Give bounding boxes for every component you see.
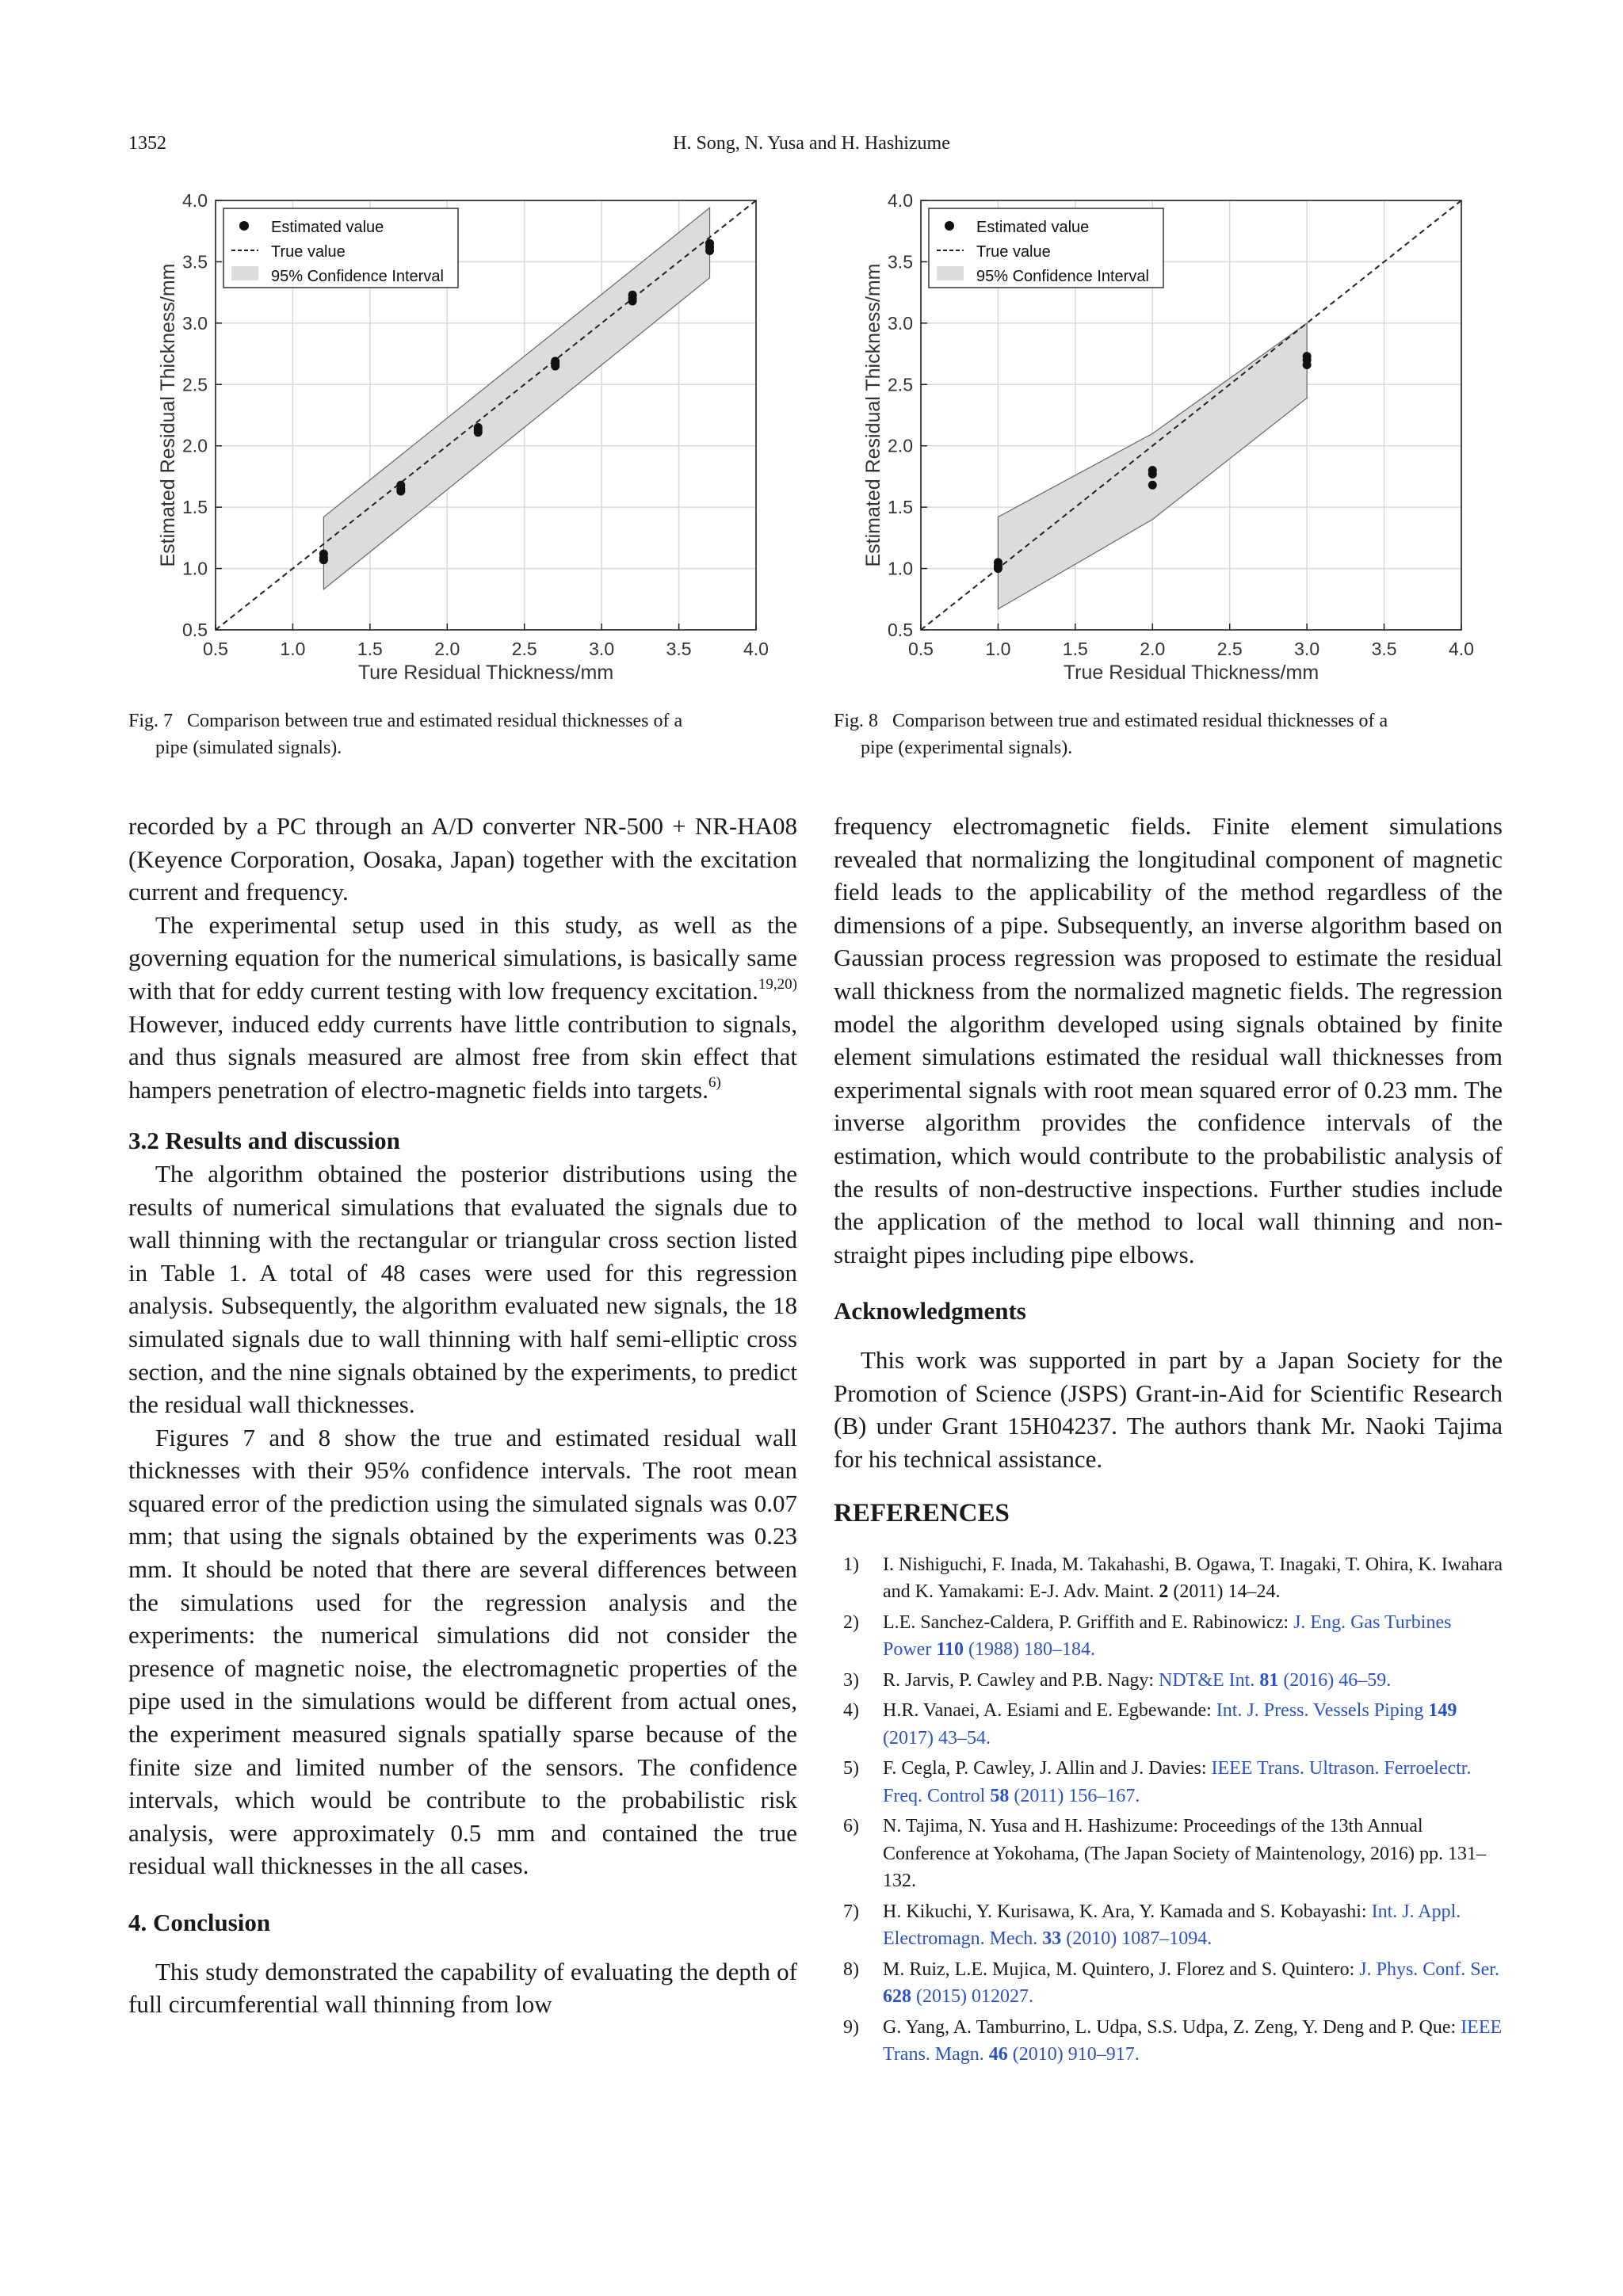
x-tick-label: 3.5: [666, 639, 692, 659]
y-tick-label: 1.5: [182, 497, 208, 518]
y-tick-label: 4.0: [888, 190, 913, 211]
reference-volume: 2: [1159, 1581, 1169, 1603]
figure-7-caption-line1: Comparison between true and estimated residual thicknesses of a: [187, 711, 683, 731]
estimated-point: [1148, 470, 1157, 479]
x-tick-label: 3.0: [589, 639, 615, 659]
y-tick-label: 2.0: [182, 435, 208, 456]
page-number: 1352: [128, 133, 166, 154]
reference-pages: (2010) 910–917.: [1007, 2044, 1140, 2065]
reference-item: [834, 1956, 1503, 2011]
figure-7-chart: [128, 178, 842, 685]
y-tick-label: 0.5: [888, 620, 913, 640]
paragraph: The algorithm obtained the posterior distributions using the results of numerical simulations that evaluated the signals due to wall thinning with the rectangular or triangular cross section listed in Table 1. A total of 48 cases were used for this regression analysis. Subsequently, the algorithm evaluated new signals, the 18 simulated signals due to wall thinning with half semi-elliptic cross section, and the nine signals obtained by the experiments, to predict the residual wall thicknesses.: [128, 1159, 797, 1419]
reference-number: 6): [843, 1816, 859, 1837]
figure-7-caption-label: Fig. 7: [128, 711, 174, 731]
reference-number: 4): [843, 1700, 859, 1722]
x-tick-label: 3.5: [1371, 639, 1397, 659]
y-axis-label: Estimated Residual Thickness/mm: [862, 263, 884, 567]
reference-number: 5): [843, 1758, 859, 1779]
reference-journal: IEEE Trans. Magn.: [883, 2016, 1503, 2065]
figure-7-caption-line2: pipe (simulated signals).: [155, 738, 342, 758]
x-tick-label: 4.0: [743, 639, 769, 659]
y-axis-label: Estimated Residual Thickness/mm: [157, 263, 179, 567]
legend-label: True value: [271, 243, 346, 261]
figure-8-caption-label: Fig. 8: [834, 711, 879, 731]
figure-7: [128, 178, 842, 761]
reference-journal: Int. J. Press. Vessels Piping: [1216, 1700, 1429, 1722]
x-tick-label: 3.0: [1294, 639, 1320, 659]
y-tick-label: 1.5: [888, 497, 913, 518]
legend-label: Estimated value: [976, 219, 1090, 236]
section-heading-acknowledgments: Acknowledgments: [834, 1297, 1026, 1325]
y-tick-label: 3.5: [888, 251, 913, 273]
x-tick-label: 1.5: [1062, 639, 1088, 659]
estimated-point: [551, 362, 559, 371]
reference-journal: J. Phys. Conf. Ser.: [1359, 1958, 1499, 1980]
reference-number: 3): [843, 1669, 859, 1691]
y-tick-label: 2.5: [888, 374, 913, 395]
reference-text: N. Tajima, N. Yusa and H. Hashizume: Proceedings of the 13th Annual Conference at Yokohama, (The Japan Society of Maintenology, 2016) pp. 131–132.: [883, 1816, 1486, 1892]
legend-marker-estimated: [239, 221, 249, 231]
x-tick-label: 0.5: [908, 639, 934, 659]
y-tick-label: 3.0: [182, 312, 208, 334]
legend-marker-ci: [937, 266, 964, 280]
reference-item: [834, 2014, 1503, 2069]
section-heading-conclusion: 4. Conclusion: [128, 1909, 271, 1936]
reference-volume: 46: [988, 2044, 1008, 2065]
estimated-point: [705, 246, 714, 255]
estimated-point: [628, 296, 637, 305]
paragraph: Figures 7 and 8 show the true and estimated residual wall thicknesses with their 95% confidence intervals. The root mean squared error of the prediction using the simulated signals was 0.07 mm; that using the signals obtained by the experiments was 0.23 mm. It should be noted that there are several differences between the simulations used for the regression analysis and the experiments: the numerical simulations did not consider the presence of magnetic noise, the electromagnetic properties of the pipe used in the simulations would be different from actual ones, the experiment measured signals spatially sparse because of the finite size and limited number of the sensors. The confidence intervals, which would be contribute to the probabilistic risk analysis, were approximately 0.5 mm and contained the true residual wall thicknesses in the all cases.: [128, 1423, 797, 1880]
reference-number: 7): [843, 1901, 859, 1922]
estimated-point: [1148, 481, 1157, 490]
reference-item: [834, 1609, 1503, 1664]
figure-8: [834, 178, 1547, 761]
reference-journal: Int. J. Appl. Electromagn. Mech.: [883, 1901, 1461, 1950]
page-header: [128, 133, 1495, 165]
citation: 6): [708, 1074, 721, 1092]
section-heading-references: REFERENCES: [834, 1499, 1010, 1528]
paragraph: recorded by a PC through an A/D converter NR-500 + NR-HA08 (Keyence Corporation, Oosaka, Japan) together with the excitation current and frequency.: [128, 812, 797, 906]
reference-text: R. Jarvis, P. Cawley and P.B. Nagy:: [883, 1669, 1159, 1691]
reference-text: I. Nishiguchi, F. Inada, M. Takahashi, B. Ogawa, T. Inagaki, T. Ohira, K. Iwahara and K. Yamakami: E-J. Adv. Maint.: [883, 1554, 1503, 1603]
x-tick-label: 2.0: [1140, 639, 1166, 659]
left-column: [128, 810, 797, 2021]
paragraph: This work was supported in part by a Japan Society for the Promotion of Science (JSPS) Grant-in-Aid for Scientific Research (B) under Grant 15H04237. The authors thank Mr. Naoki Tajima for his technical assistance.: [834, 1345, 1503, 1473]
x-tick-label: 1.0: [985, 639, 1011, 659]
x-tick-label: 1.5: [357, 639, 383, 659]
reference-number: 1): [843, 1554, 859, 1575]
estimated-point: [396, 487, 405, 496]
reference-link[interactable]: [1159, 1670, 1391, 1691]
figure-7-caption: [128, 707, 842, 761]
reference-text: G. Yang, A. Tamburrino, L. Udpa, S.S. Udpa, Z. Zeng, Y. Deng and P. Que:: [883, 2016, 1461, 2038]
reference-item: [834, 1813, 1503, 1895]
y-tick-label: 2.0: [888, 435, 913, 456]
y-tick-label: 3.5: [182, 251, 208, 273]
paragraph-text: The experimental setup used in this study, as well as the governing equation for the numerical simulations, is basically same with that for eddy current testing with low frequency excitation.: [128, 910, 797, 1005]
reference-volume: 33: [1042, 1928, 1062, 1950]
paragraph: [128, 909, 797, 1107]
x-axis-label: True Residual Thickness/mm: [1063, 662, 1319, 684]
legend-label: 95% Confidence Interval: [976, 268, 1149, 285]
figure-8-caption-line1: Comparison between true and estimated residual thicknesses of a: [892, 711, 1388, 731]
reference-text: F. Cegla, P. Cawley, J. Allin and J. Davies:: [883, 1758, 1212, 1779]
reference-text: H.R. Vanaei, A. Esiami and E. Egbewande:: [883, 1700, 1216, 1722]
paragraph: frequency electromagnetic fields. Finite element simulations revealed that normalizing the longitudinal component of magnetic field leads to the applicability of the method regardless of the dimensions of a pipe. Subsequently, an inverse algorithm based on Gaussian process regression was proposed to estimate the residual wall thickness from the normalized magnetic fields. The regression model the algorithm developed using signals obtained by finite element simulations estimated the residual wall thicknesses from experimental signals with root mean squared error of 0.23 mm. The inverse algorithm provides the confidence intervals of the estimation, which would contribute to the probabilistic analysis of the results of non-destructive inspections. Further studies include the application of the method to local wall thinning and non-straight pipes including pipe elbows.: [834, 812, 1503, 1268]
reference-volume: 149: [1428, 1700, 1457, 1722]
reference-item: [834, 1667, 1503, 1695]
figure-8-caption-line2: pipe (experimental signals).: [861, 738, 1073, 758]
y-tick-label: 4.0: [182, 190, 208, 211]
reference-text: H. Kikuchi, Y. Kurisawa, K. Ara, Y. Kamada and S. Kobayashi:: [883, 1901, 1372, 1922]
reference-text: M. Ruiz, L.E. Mujica, M. Quintero, J. Florez and S. Quintero:: [883, 1958, 1360, 1980]
right-column: [834, 810, 1503, 2072]
y-tick-label: 2.5: [182, 374, 208, 395]
estimated-point: [1303, 360, 1312, 369]
x-axis-label: Ture Residual Thickness/mm: [357, 662, 614, 684]
reference-number: 9): [843, 2016, 859, 2038]
figure-8-chart: [834, 178, 1547, 685]
reference-list: [834, 1551, 1503, 2069]
reference-pages: (2017) 43–54.: [883, 1727, 991, 1749]
y-tick-label: 1.0: [182, 558, 208, 579]
x-tick-label: 0.5: [203, 639, 228, 659]
reference-text: L.E. Sanchez-Caldera, P. Griffith and E. Rabinowicz:: [883, 1611, 1294, 1633]
paragraph-text: However, induced eddy currents have little contribution to signals, and thus signals measured are almost free from skin effect that hampers penetration of electro-magnetic fields into targets.: [128, 1009, 797, 1104]
legend-label: True value: [976, 243, 1051, 261]
reference-pages: (2011) 156–167.: [1009, 1785, 1140, 1806]
reference-journal: J. Eng. Gas Turbines Power: [883, 1611, 1452, 1661]
reference-pages: (2016) 46–59.: [1278, 1669, 1392, 1691]
y-tick-label: 1.0: [888, 558, 913, 579]
legend-marker-estimated: [945, 221, 954, 231]
reference-journal: IEEE Trans. Ultrason. Ferroelectr. Freq. Control: [883, 1758, 1472, 1806]
reference-item: [834, 1551, 1503, 1606]
estimated-point: [474, 428, 483, 437]
reference-pages: (2015) 012027.: [911, 1986, 1033, 2008]
estimated-point: [319, 555, 328, 564]
section-heading-results: 3.2 Results and discussion: [128, 1127, 400, 1155]
reference-pages: (2011) 14–24.: [1168, 1581, 1281, 1603]
figure-8-caption: [834, 707, 1547, 761]
y-tick-label: 0.5: [182, 620, 208, 640]
legend-label: 95% Confidence Interval: [271, 268, 444, 285]
reference-number: 2): [843, 1611, 859, 1633]
x-tick-label: 2.5: [1216, 639, 1243, 659]
reference-volume: 81: [1259, 1669, 1279, 1691]
reference-volume: 58: [990, 1785, 1010, 1806]
running-authors: H. Song, N. Yusa and H. Hashizume: [673, 133, 950, 154]
x-tick-label: 4.0: [1449, 639, 1474, 659]
x-tick-label: 2.0: [434, 639, 460, 659]
reference-pages: (1988) 180–184.: [964, 1639, 1095, 1661]
y-tick-label: 3.0: [888, 312, 913, 334]
reference-number: 8): [843, 1958, 859, 1980]
reference-item: [834, 1898, 1503, 1953]
x-tick-label: 2.5: [511, 639, 537, 659]
reference-journal: NDT&E Int.: [1159, 1669, 1260, 1691]
reference-item: [834, 1755, 1503, 1810]
reference-volume: 628: [883, 1986, 911, 2008]
reference-volume: 110: [936, 1639, 964, 1661]
paragraph: This study demonstrated the capability of evaluating the depth of full circumferential wall thinning from low: [128, 1957, 797, 2019]
legend-label: Estimated value: [271, 219, 384, 236]
reference-item: [834, 1697, 1503, 1752]
reference-pages: (2010) 1087–1094.: [1061, 1928, 1212, 1950]
x-tick-label: 1.0: [280, 639, 306, 659]
citation: 19,20): [758, 975, 797, 993]
legend-marker-ci: [231, 266, 258, 280]
estimated-point: [994, 564, 1002, 573]
